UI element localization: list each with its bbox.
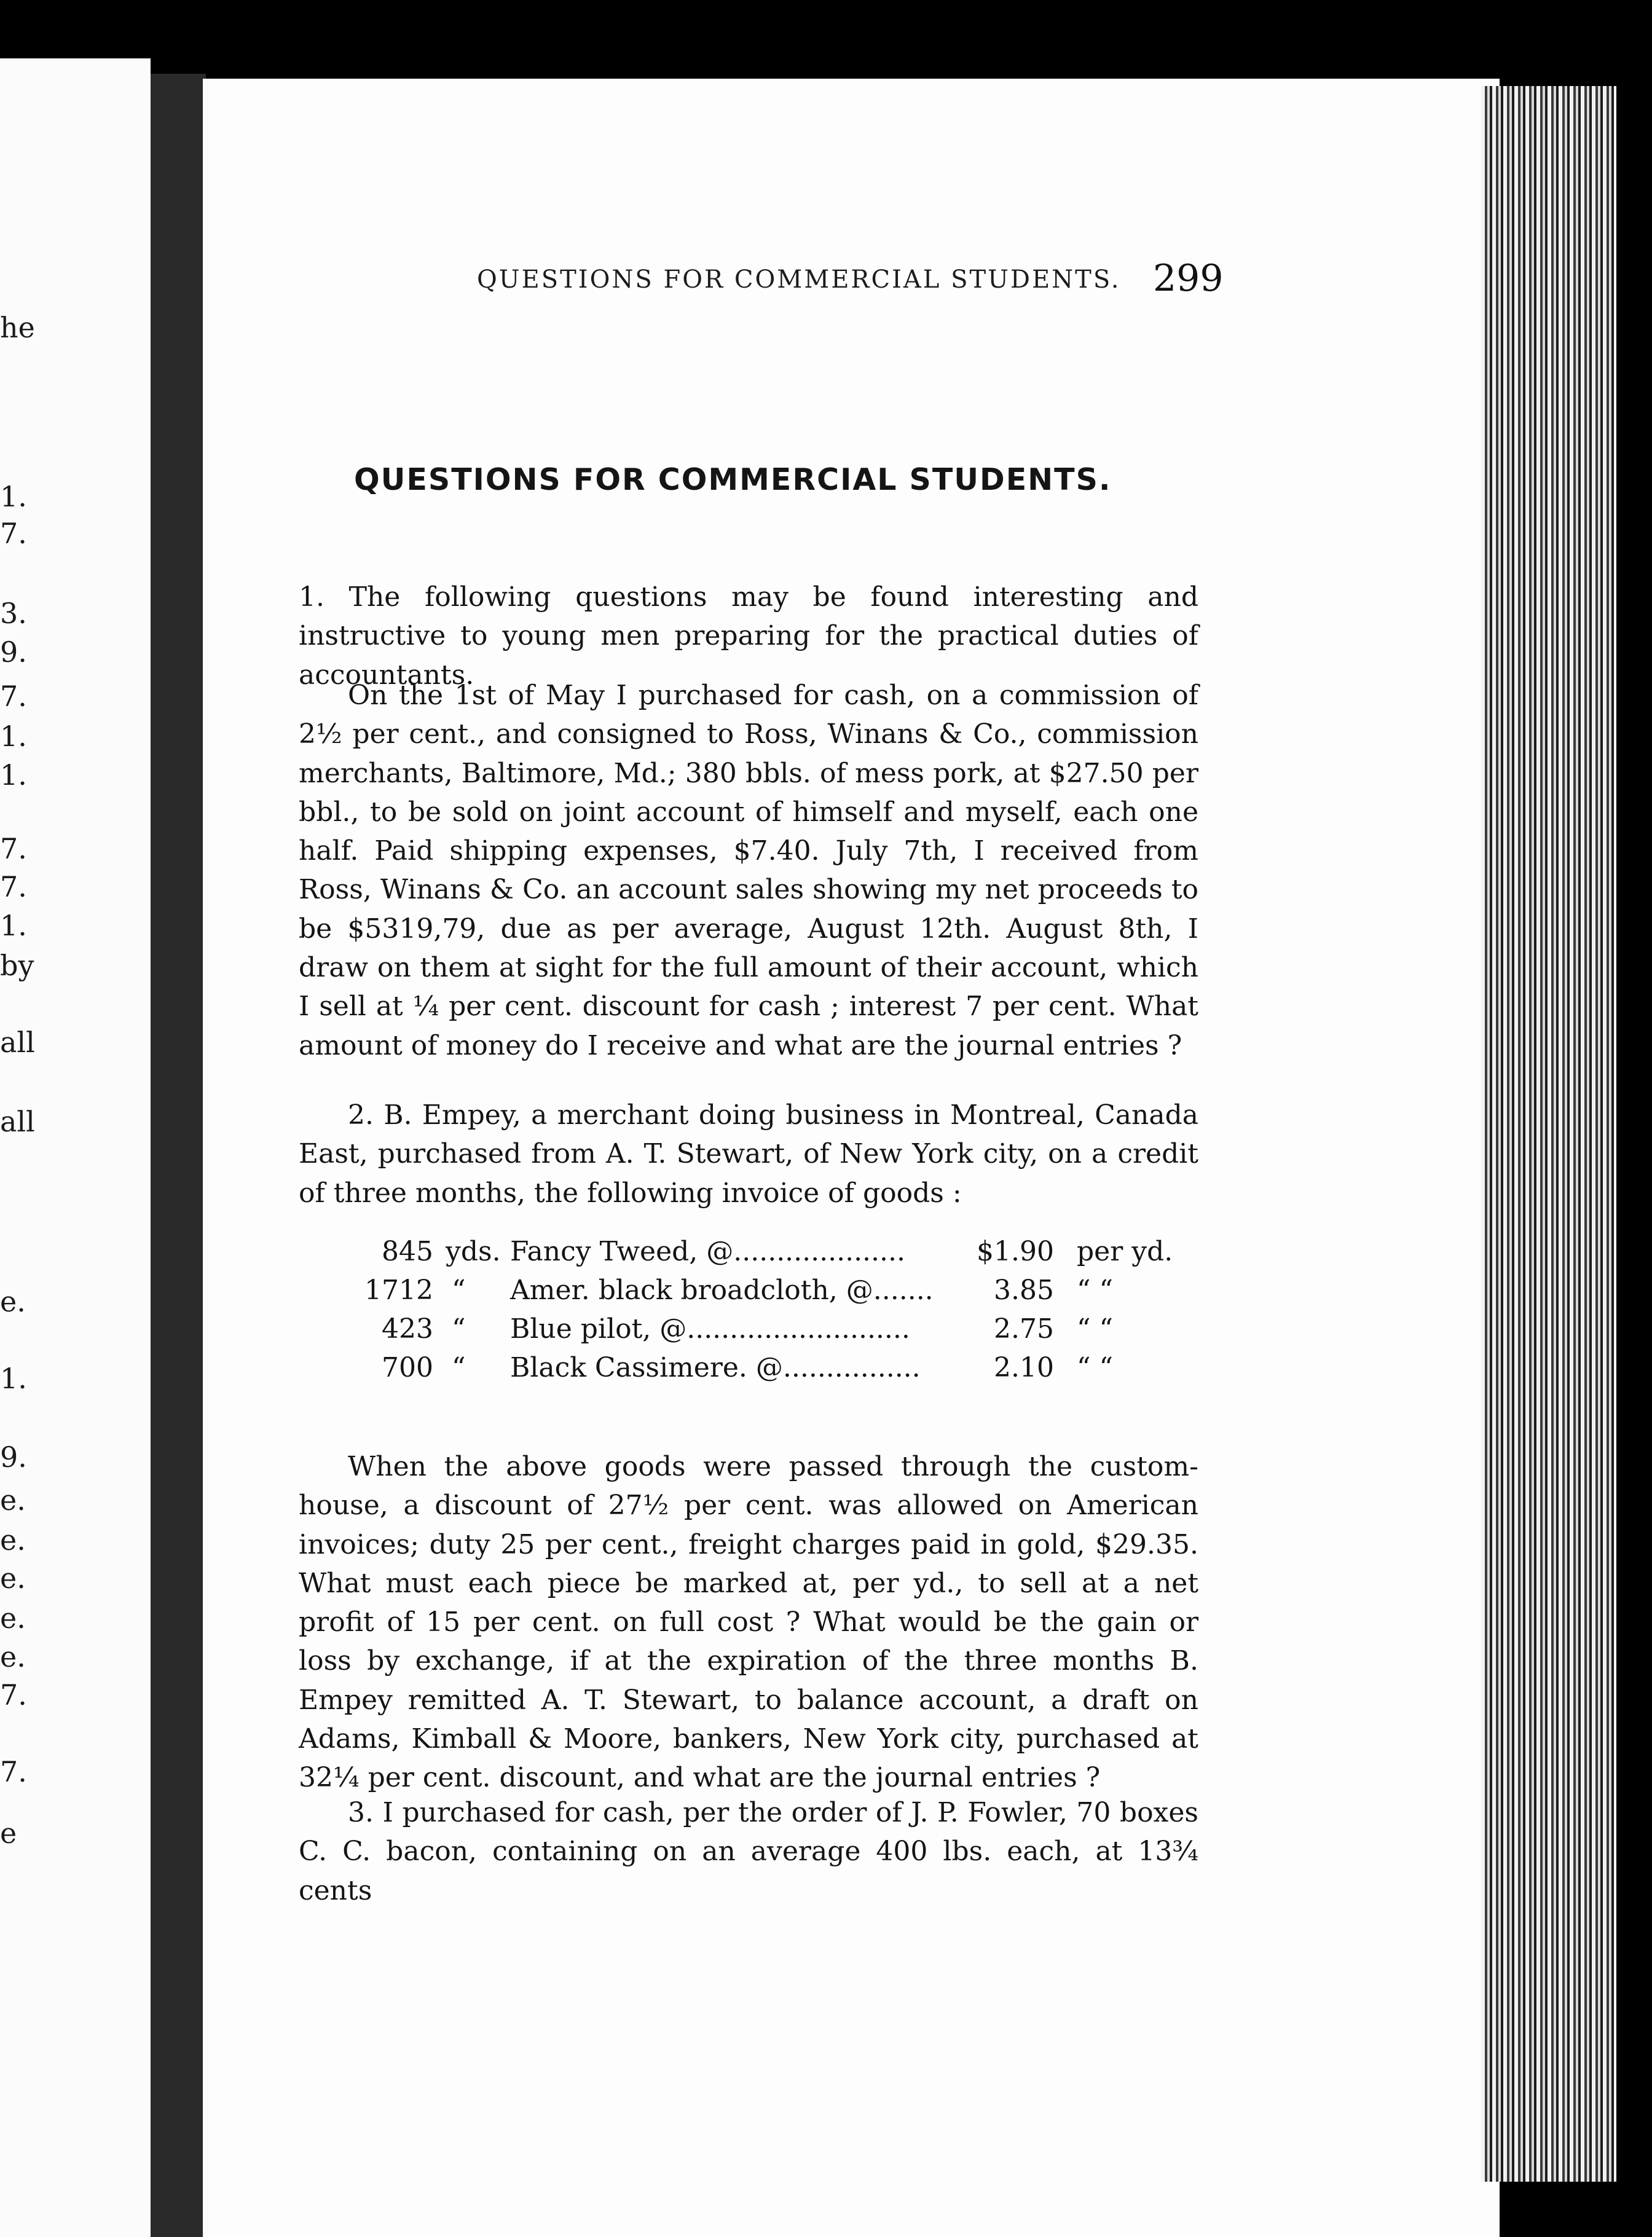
left-page-fragment: by	[0, 949, 34, 982]
left-page-fragment: 1.	[0, 909, 27, 942]
invoice-per: “ “	[1077, 1313, 1113, 1345]
invoice-description: Fancy Tweed, @....................	[510, 1236, 905, 1267]
left-page-fragment: all	[0, 1105, 35, 1138]
left-page-fragment: e.	[0, 1484, 26, 1517]
paragraph-intro: 1. The following questions may be found interesting and instructive to young men preparing for the practical duties of accountants.	[299, 581, 1198, 691]
paragraph-question-2-continued: When the above goods were passed through the custom-house, a discount of 27½ per cent. was allowed on American invoices; duty 25 per cent., freight charges paid in gold, $29.35. What must each piece be marked at, per yd., to sell at a net profit of 15 per cent. on full cost ? What would be the gain or loss by exchange, if at the expiration of the three months B. Empey remitted A. T. Stewart, to balance account, a draft on Adams, Kimball & Moore, bankers, New York city, purchased at 32¼ per cent. discount, and what are the journal entries ?	[299, 1451, 1198, 1794]
paragraph-question-3: 3. I purchased for cash, per the order of J. P. Fowler, 70 boxes C. C. bacon, containing on an average 400 lbs. each, at 13¾ cents	[299, 1797, 1198, 1906]
left-page-fragment: e	[0, 1817, 17, 1850]
left-page-fragment: 7.	[0, 1678, 27, 1712]
invoice-per: per yd.	[1077, 1236, 1173, 1267]
left-page-fragment: 7.	[0, 832, 27, 865]
left-page-fragment: e.	[0, 1523, 26, 1557]
paragraph-question-1: On the 1st of May I purchased for cash, on a commission of 2½ per cent., and consigned to Ross, Winans & Co., commission merchants, Baltimore, Md.; 380 bbls. of mess pork, at $27.50 per bbl., to be sold on joint account of himself and myself, each one half. Paid shipping expenses, $7.40. July 7th, I received from Ross, Winans & Co. an account sales showing my net proceeds to be $5319,79, due as per average, August 12th. August 8th, I draw on them at sight for the full amount of their account, which I sell at ¼ per cent. discount for cash ; interest 7 per cent. What amount of money do I receive and what are the journal entries ?	[299, 680, 1198, 1061]
invoice-description: Amer. black broadcloth, @.......	[510, 1275, 934, 1306]
left-page-fragment: 1.	[0, 758, 27, 792]
invoice-row	[344, 1348, 1229, 1387]
invoice-unit: “	[452, 1275, 466, 1306]
invoice-price: $1.90	[977, 1236, 1054, 1267]
left-page-fragment: e.	[0, 1602, 26, 1635]
left-page-fragment: 1.	[0, 720, 27, 753]
invoice-table	[344, 1232, 1229, 1387]
invoice-unit: yds.	[446, 1236, 501, 1267]
running-head: QUESTIONS FOR COMMERCIAL STUDENTS.	[477, 265, 1121, 294]
invoice-row	[344, 1310, 1229, 1348]
left-page-fragment: 7.	[0, 870, 27, 903]
left-page-fragment: e.	[0, 1562, 26, 1595]
left-page-fragment: 7.	[0, 1755, 27, 1788]
left-page-fragment: he	[0, 311, 35, 344]
left-page-edge	[0, 58, 151, 2237]
invoice-unit: “	[452, 1352, 466, 1383]
left-page-fragment: 9.	[0, 635, 27, 669]
invoice-price: 2.10	[994, 1352, 1054, 1383]
page-number: 299	[1153, 257, 1224, 300]
left-page-fragment: 1.	[0, 1362, 27, 1395]
invoice-price: 3.85	[994, 1275, 1054, 1306]
left-page-fragment: 1.	[0, 480, 27, 513]
book-gutter	[151, 74, 206, 2237]
left-page-fragment: e.	[0, 1285, 26, 1318]
invoice-quantity: 700	[382, 1352, 433, 1383]
invoice-description: Black Cassimere. @................	[510, 1352, 921, 1383]
invoice-quantity: 423	[382, 1313, 433, 1345]
left-page-fragment: 7.	[0, 680, 27, 713]
paragraph-question-2: 2. B. Empey, a merchant doing business in Montreal, Canada East, purchased from A. T. Stewart, of New York city, on a credit of three months, the following invoice of goods :	[299, 1099, 1198, 1209]
page-edges	[1481, 86, 1616, 2182]
invoice-quantity: 1712	[364, 1275, 433, 1306]
left-page-fragment: all	[0, 1026, 35, 1059]
page-title: QUESTIONS FOR COMMERCIAL STUDENTS.	[354, 462, 1112, 497]
invoice-per: “ “	[1077, 1352, 1113, 1383]
invoice-quantity: 845	[382, 1236, 433, 1267]
left-page-fragment: 9.	[0, 1441, 27, 1474]
invoice-unit: “	[452, 1313, 466, 1345]
left-page-fragment: e.	[0, 1640, 26, 1673]
invoice-row	[344, 1232, 1229, 1271]
invoice-per: “ “	[1077, 1275, 1113, 1306]
left-page-fragment: 7.	[0, 517, 27, 550]
invoice-price: 2.75	[994, 1313, 1054, 1345]
invoice-row	[344, 1271, 1229, 1310]
left-page-fragment: 3.	[0, 597, 27, 630]
invoice-description: Blue pilot, @..........................	[510, 1313, 910, 1345]
